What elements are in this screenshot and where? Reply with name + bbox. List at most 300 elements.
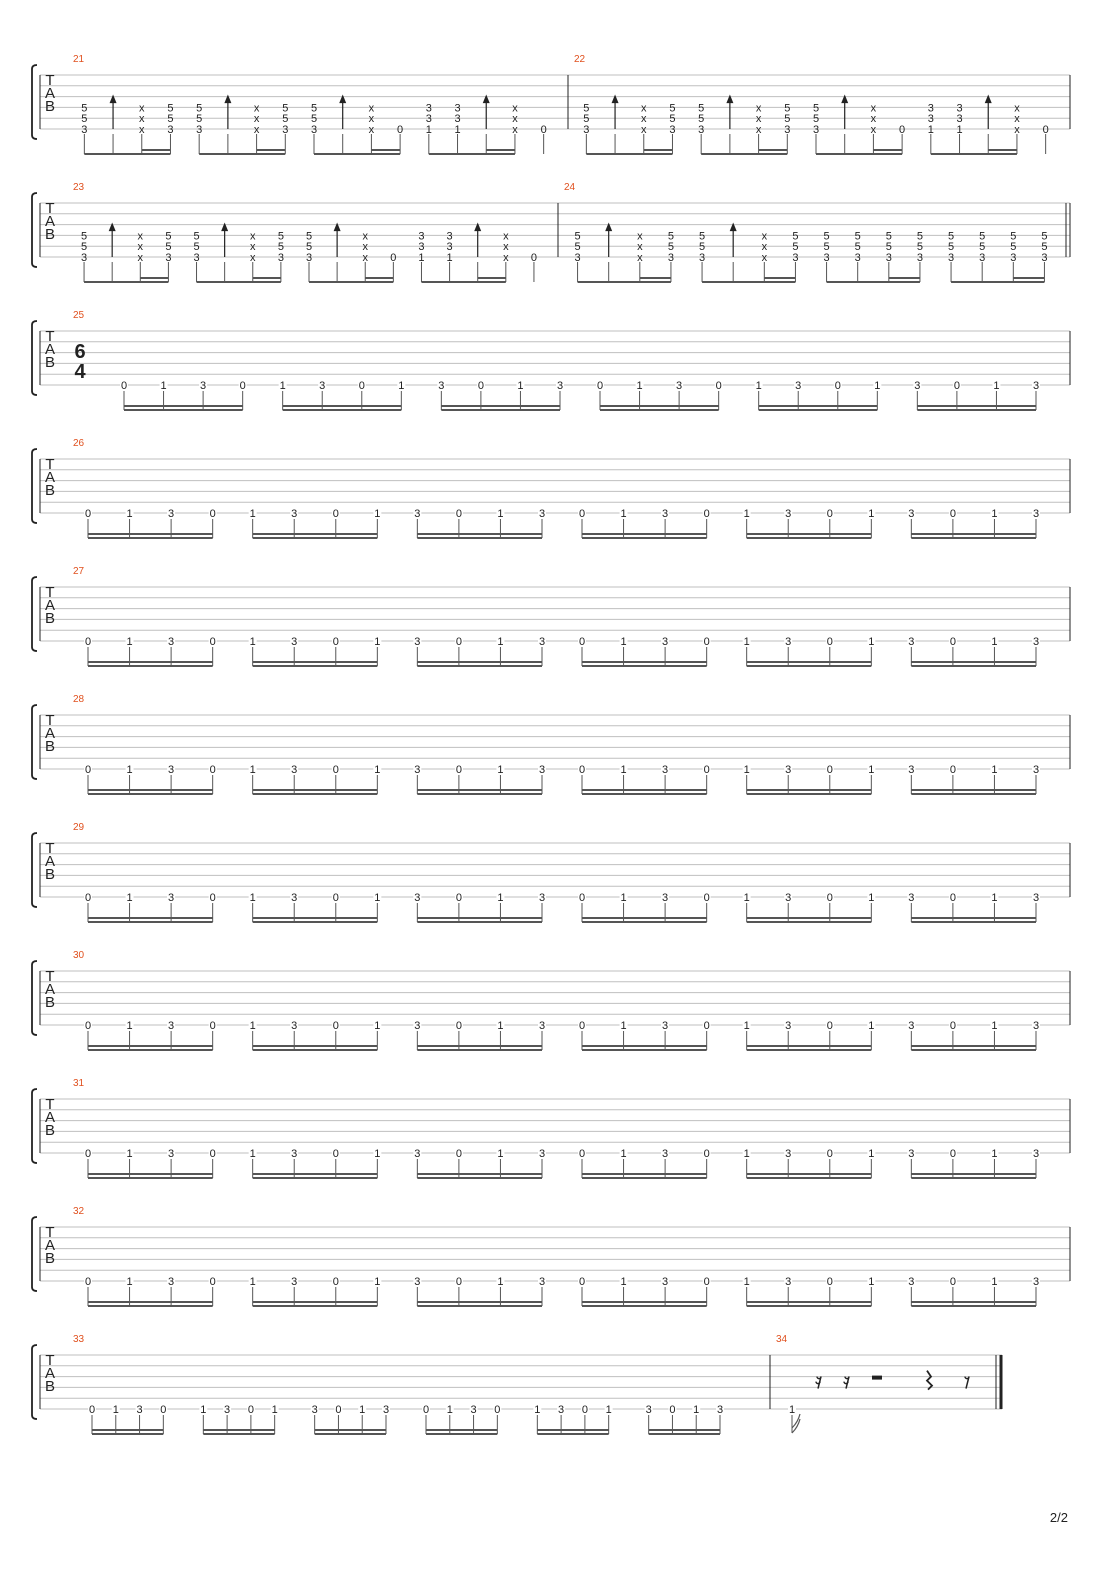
fret-number: 5 bbox=[310, 102, 318, 115]
fret-number: 1 bbox=[620, 764, 627, 776]
fret-number: 3 bbox=[538, 1276, 546, 1288]
measure bbox=[73, 694, 1040, 794]
tab-clef-letter: T bbox=[45, 1352, 55, 1369]
half-rest bbox=[872, 1376, 882, 1380]
fret-number: 3 bbox=[282, 124, 289, 136]
tab-clef bbox=[45, 200, 55, 243]
fret-number: 3 bbox=[956, 113, 963, 126]
fret-number: 3 bbox=[414, 892, 421, 904]
fret-number: 1 bbox=[126, 1276, 133, 1288]
tab-system bbox=[32, 182, 1070, 282]
measure-number: 28 bbox=[73, 694, 85, 705]
fret-number: 0 bbox=[899, 124, 906, 136]
eighth-rest bbox=[965, 1377, 969, 1389]
fret-number: 5 bbox=[583, 113, 590, 126]
strum-arrow-head bbox=[726, 94, 733, 103]
fret-number: 0 bbox=[826, 1148, 833, 1160]
fret-number: 3 bbox=[311, 1404, 318, 1416]
fret-number: 0 bbox=[455, 636, 462, 648]
fret-number: 3 bbox=[669, 124, 676, 136]
fret-number: 1 bbox=[497, 1020, 504, 1032]
fret-number: x bbox=[755, 102, 762, 115]
fret-number: 5 bbox=[305, 241, 313, 254]
fret-number: 3 bbox=[224, 1404, 231, 1416]
fret-number: 1 bbox=[497, 764, 504, 776]
fret-number: 5 bbox=[812, 113, 820, 126]
fret-number: 1 bbox=[868, 636, 875, 648]
fret-number: 0 bbox=[84, 508, 92, 520]
tab-clef-letter: A bbox=[44, 597, 56, 614]
fret-number: 1 bbox=[620, 1148, 627, 1160]
fret-number: 3 bbox=[454, 113, 461, 126]
strum-up-arrow bbox=[474, 222, 481, 257]
measure-number: 29 bbox=[73, 822, 85, 833]
fret-number: 0 bbox=[455, 1020, 462, 1032]
fret-number: 3 bbox=[319, 380, 326, 392]
fret-number: 0 bbox=[703, 892, 710, 904]
fret-number: 3 bbox=[908, 1148, 915, 1160]
tab-clef-letter: A bbox=[44, 1365, 56, 1382]
measure bbox=[73, 566, 1040, 666]
fret-number: 1 bbox=[874, 380, 881, 392]
fret-number: 3 bbox=[662, 764, 669, 776]
fret-number: 1 bbox=[112, 1404, 119, 1416]
fret-number: 3 bbox=[785, 1020, 792, 1032]
fret-number: x bbox=[512, 102, 518, 115]
fret-number: 1 bbox=[249, 1020, 256, 1032]
fret-number: 3 bbox=[446, 230, 453, 243]
tab-clef bbox=[45, 456, 55, 499]
fret-number: 3 bbox=[168, 508, 175, 520]
fret-number: 5 bbox=[916, 230, 923, 243]
system-bracket bbox=[32, 705, 37, 779]
fret-number: 3 bbox=[908, 508, 915, 520]
fret-number: 3 bbox=[1041, 252, 1048, 264]
fret-number: x bbox=[253, 102, 260, 115]
measure bbox=[73, 438, 1040, 538]
fret-number: 0 bbox=[949, 892, 956, 904]
fret-number: 3 bbox=[927, 113, 934, 126]
fret-number: 0 bbox=[247, 1404, 254, 1416]
fret-number: x bbox=[761, 252, 768, 264]
fret-number: 1 bbox=[446, 1404, 453, 1416]
fret-number: x bbox=[139, 124, 145, 136]
fret-number: 0 bbox=[826, 636, 833, 648]
tab-clef bbox=[45, 328, 55, 371]
fret-number: x bbox=[368, 124, 375, 136]
measure bbox=[73, 822, 1040, 922]
fret-number: 0 bbox=[209, 508, 216, 520]
tab-clef-letter: A bbox=[44, 1109, 56, 1126]
fret-number: 3 bbox=[885, 252, 892, 264]
fret-number: 0 bbox=[949, 508, 956, 520]
fret-number: 5 bbox=[574, 230, 581, 243]
system-bracket bbox=[32, 449, 37, 523]
fret-number: 5 bbox=[196, 113, 203, 126]
measure bbox=[73, 1334, 724, 1434]
fret-number: 3 bbox=[193, 252, 200, 264]
fret-number: 1 bbox=[517, 380, 524, 392]
fret-number: 5 bbox=[165, 241, 172, 254]
system-bracket bbox=[32, 65, 37, 139]
tab-clef-letter: B bbox=[44, 738, 56, 755]
tab-clef bbox=[45, 712, 55, 755]
fret-number: 0 bbox=[84, 636, 92, 648]
time-signature-bottom: 4 bbox=[74, 361, 86, 383]
fret-number: 0 bbox=[422, 1404, 430, 1416]
fret-number: 0 bbox=[209, 1276, 216, 1288]
strum-arrow-head bbox=[730, 222, 737, 231]
fret-number: 3 bbox=[425, 113, 432, 126]
fret-number: 0 bbox=[332, 636, 339, 648]
tab-system bbox=[32, 54, 1070, 154]
fret-number: 0 bbox=[703, 636, 710, 648]
fret-number: x bbox=[755, 124, 762, 136]
fret-number: 1 bbox=[743, 764, 750, 776]
fret-number: x bbox=[870, 102, 877, 115]
fret-number: 1 bbox=[693, 1404, 700, 1416]
strum-arrow-head bbox=[224, 94, 231, 103]
fret-number: 0 bbox=[209, 764, 216, 776]
fret-number: 1 bbox=[991, 1148, 998, 1160]
strum-arrow-head bbox=[339, 94, 346, 103]
fret-number: 5 bbox=[1010, 241, 1017, 254]
strum-up-arrow bbox=[221, 222, 228, 257]
fret-number: 1 bbox=[991, 636, 998, 648]
tab-clef-letter: A bbox=[44, 85, 56, 102]
fret-number: x bbox=[368, 113, 375, 126]
fret-number: 3 bbox=[291, 1276, 298, 1288]
fret-number: 3 bbox=[305, 252, 313, 264]
fret-number: x bbox=[253, 124, 260, 136]
fret-number: 1 bbox=[743, 892, 750, 904]
fret-number: 3 bbox=[908, 764, 915, 776]
fret-number: 1 bbox=[991, 1020, 998, 1032]
fret-number: x bbox=[139, 102, 145, 115]
fret-number: 3 bbox=[418, 230, 425, 243]
fret-number: 0 bbox=[455, 1276, 462, 1288]
strum-up-arrow bbox=[339, 94, 346, 129]
strum-up-arrow bbox=[985, 94, 992, 129]
fret-number: x bbox=[250, 230, 256, 243]
fret-number: 3 bbox=[784, 124, 791, 136]
fret-number: 3 bbox=[310, 124, 318, 136]
fret-number: x bbox=[637, 241, 643, 254]
measure bbox=[776, 1334, 1001, 1433]
fret-number: 5 bbox=[167, 102, 174, 115]
fret-number: 0 bbox=[455, 892, 462, 904]
fret-number: 0 bbox=[530, 252, 538, 264]
fret-number: 3 bbox=[662, 1020, 669, 1032]
tab-clef-letter: T bbox=[45, 968, 55, 985]
fret-number: 0 bbox=[494, 1404, 501, 1416]
fret-number: 1 bbox=[868, 1020, 875, 1032]
fret-number: 5 bbox=[667, 230, 674, 243]
strum-up-arrow bbox=[110, 94, 117, 129]
fret-number: x bbox=[641, 102, 647, 115]
fret-number: 3 bbox=[1032, 1148, 1040, 1160]
fret-number: 0 bbox=[578, 1020, 586, 1032]
fret-number: 1 bbox=[868, 892, 875, 904]
fret-number: 5 bbox=[792, 230, 799, 243]
fret-number: 1 bbox=[743, 508, 750, 520]
fret-number: 5 bbox=[698, 113, 705, 126]
fret-number: 5 bbox=[574, 241, 581, 254]
fret-number: 5 bbox=[916, 241, 923, 254]
fret-number: 3 bbox=[662, 892, 669, 904]
fret-number: 3 bbox=[785, 508, 792, 520]
fret-number: 0 bbox=[703, 1020, 710, 1032]
fret-number: 3 bbox=[168, 1276, 175, 1288]
fret-number: 3 bbox=[291, 636, 298, 648]
fret-number: x bbox=[512, 113, 518, 126]
fret-number: x bbox=[503, 241, 509, 254]
fret-number: 1 bbox=[374, 892, 381, 904]
fret-number: 5 bbox=[885, 241, 892, 254]
fret-number: 1 bbox=[868, 508, 875, 520]
fret-number: 3 bbox=[382, 1404, 390, 1416]
fret-number: 3 bbox=[914, 380, 921, 392]
fret-number: x bbox=[503, 230, 509, 243]
fret-number: x bbox=[362, 252, 368, 264]
fret-number: 3 bbox=[277, 252, 284, 264]
fret-number: 5 bbox=[193, 230, 200, 243]
fret-number: 3 bbox=[200, 380, 207, 392]
fret-number: 5 bbox=[1041, 230, 1048, 243]
fret-number: 0 bbox=[949, 636, 956, 648]
strum-up-arrow bbox=[334, 222, 341, 257]
tab-clef bbox=[45, 72, 55, 115]
fret-number: 3 bbox=[956, 102, 963, 115]
strum-up-arrow bbox=[483, 94, 490, 129]
fret-number: 0 bbox=[332, 1148, 339, 1160]
fret-number: x bbox=[368, 102, 375, 115]
measure-number: 23 bbox=[73, 182, 85, 193]
fret-number: 5 bbox=[792, 241, 799, 254]
system-bracket bbox=[32, 577, 37, 651]
fret-number: 1 bbox=[374, 636, 381, 648]
fret-number: 0 bbox=[84, 764, 92, 776]
fret-number: 3 bbox=[556, 380, 564, 392]
fret-number: 3 bbox=[291, 508, 298, 520]
strum-arrow-head bbox=[841, 94, 848, 103]
fret-number: 5 bbox=[277, 241, 284, 254]
fret-number: 5 bbox=[80, 230, 88, 243]
fret-number: 3 bbox=[168, 764, 175, 776]
strum-arrow-head bbox=[985, 94, 992, 103]
fret-number: x bbox=[1014, 113, 1020, 126]
fret-number: 3 bbox=[538, 1148, 546, 1160]
fret-number: 0 bbox=[84, 1020, 92, 1032]
fret-number: 1 bbox=[374, 1148, 381, 1160]
sixteenth-rest bbox=[816, 1382, 820, 1384]
fret-number: 3 bbox=[291, 764, 298, 776]
fret-number: 5 bbox=[979, 241, 986, 254]
fret-number: 0 bbox=[455, 508, 462, 520]
fret-number: 3 bbox=[414, 764, 421, 776]
fret-number: 3 bbox=[1032, 636, 1040, 648]
fret-number: 5 bbox=[854, 241, 861, 254]
tab-clef-letter: A bbox=[44, 213, 56, 230]
fret-number: 0 bbox=[160, 1404, 167, 1416]
fret-number: 3 bbox=[785, 1276, 792, 1288]
fret-number: 1 bbox=[200, 1404, 207, 1416]
fret-number: 3 bbox=[446, 241, 453, 254]
strum-arrow-head bbox=[110, 94, 117, 103]
fret-number: 3 bbox=[676, 380, 683, 392]
fret-number: 1 bbox=[249, 1276, 256, 1288]
tab-clef-letter: A bbox=[44, 853, 56, 870]
fret-number: 1 bbox=[126, 1148, 133, 1160]
tab-clef-letter: B bbox=[44, 226, 56, 243]
fret-number: 1 bbox=[374, 1276, 381, 1288]
fret-number: 0 bbox=[826, 892, 833, 904]
fret-number: 0 bbox=[834, 380, 841, 392]
fret-number: 0 bbox=[540, 124, 547, 136]
tab-system bbox=[32, 438, 1070, 538]
measure-number: 30 bbox=[73, 950, 85, 961]
fret-number: 5 bbox=[854, 230, 861, 243]
measure bbox=[73, 1206, 1040, 1306]
system-bracket bbox=[32, 321, 37, 395]
fret-number: 1 bbox=[271, 1404, 278, 1416]
tab-clef-letter: B bbox=[44, 994, 56, 1011]
fret-number: 3 bbox=[167, 124, 174, 136]
measure-number: 21 bbox=[73, 54, 85, 65]
fret-number: 3 bbox=[538, 892, 546, 904]
measure bbox=[73, 1078, 1040, 1178]
tab-clef-letter: T bbox=[45, 328, 55, 345]
tab-clef-letter: T bbox=[45, 72, 55, 89]
strum-arrow-head bbox=[109, 222, 116, 231]
fret-number: 5 bbox=[699, 241, 706, 254]
tab-clef bbox=[45, 1352, 55, 1395]
fret-number: 0 bbox=[335, 1404, 342, 1416]
fret-number: 0 bbox=[578, 1276, 586, 1288]
fret-number: 5 bbox=[583, 102, 590, 115]
fret-number: 3 bbox=[699, 252, 706, 264]
fret-number: 1 bbox=[497, 892, 504, 904]
fret-number: 5 bbox=[823, 230, 830, 243]
tab-clef-letter: B bbox=[44, 1250, 56, 1267]
system-bracket bbox=[32, 193, 37, 267]
fret-number: 3 bbox=[538, 1020, 546, 1032]
fret-number: 5 bbox=[667, 241, 674, 254]
fret-number: 1 bbox=[993, 380, 1000, 392]
fret-number: 3 bbox=[168, 1020, 175, 1032]
fret-number: 0 bbox=[826, 1276, 833, 1288]
fret-number: 0 bbox=[455, 764, 462, 776]
fret-number: 3 bbox=[698, 124, 705, 136]
fret-number: 0 bbox=[578, 892, 586, 904]
fret-number: x bbox=[637, 252, 643, 264]
fret-number: 5 bbox=[823, 241, 830, 254]
fret-number: 1 bbox=[497, 1148, 504, 1160]
fret-number: 0 bbox=[390, 252, 397, 264]
strum-arrow-head bbox=[221, 222, 228, 231]
page-number: 2/2 bbox=[1049, 1510, 1068, 1525]
fret-number: 5 bbox=[1041, 241, 1048, 254]
fret-number: 0 bbox=[477, 380, 484, 392]
fret-number: 5 bbox=[282, 113, 289, 126]
tab-clef-letter: B bbox=[44, 1378, 56, 1395]
fret-number: 1 bbox=[249, 636, 256, 648]
fret-number: 1 bbox=[279, 380, 286, 392]
fret-number: 3 bbox=[538, 508, 546, 520]
tab-system bbox=[32, 310, 1070, 410]
fret-number: 3 bbox=[1032, 764, 1040, 776]
fret-number: 0 bbox=[88, 1404, 96, 1416]
sixteenth-rest bbox=[844, 1382, 848, 1384]
fret-number: 5 bbox=[948, 241, 955, 254]
tab-system bbox=[32, 950, 1070, 1050]
fret-number: 5 bbox=[784, 102, 791, 115]
fret-number: 1 bbox=[126, 764, 133, 776]
fret-number: 5 bbox=[669, 113, 676, 126]
fret-number: 1 bbox=[249, 508, 256, 520]
fret-number: 0 bbox=[826, 764, 833, 776]
system-bracket bbox=[32, 833, 37, 907]
fret-number: 5 bbox=[885, 230, 892, 243]
fret-number: 3 bbox=[662, 1276, 669, 1288]
strum-up-arrow bbox=[841, 94, 848, 129]
fret-number: 3 bbox=[785, 892, 792, 904]
tab-clef bbox=[45, 840, 55, 883]
strum-arrow-head bbox=[605, 222, 612, 231]
fret-number: 3 bbox=[291, 1148, 298, 1160]
fret-number: x bbox=[512, 124, 518, 136]
tab-clef-letter: T bbox=[45, 200, 55, 217]
measure-number: 24 bbox=[564, 182, 576, 193]
strum-arrow-head bbox=[483, 94, 490, 103]
fret-number: 3 bbox=[165, 252, 172, 264]
fret-number: 3 bbox=[908, 1276, 915, 1288]
strum-arrow-head bbox=[612, 94, 619, 103]
fret-number: 1 bbox=[359, 1404, 366, 1416]
fret-number: 0 bbox=[949, 764, 956, 776]
fret-number: 0 bbox=[239, 380, 246, 392]
fret-number: 3 bbox=[854, 252, 861, 264]
tab-clef-letter: A bbox=[44, 725, 56, 742]
fret-number: 1 bbox=[620, 1020, 627, 1032]
fret-number: 5 bbox=[81, 102, 88, 115]
fret-number: 3 bbox=[470, 1404, 477, 1416]
fret-number: 1 bbox=[249, 764, 256, 776]
fret-number: 3 bbox=[908, 892, 915, 904]
measure bbox=[574, 54, 1049, 154]
fret-number: 3 bbox=[927, 102, 934, 115]
system-bracket bbox=[32, 1345, 37, 1419]
fret-number: 1 bbox=[991, 1276, 998, 1288]
time-signature-top: 6 bbox=[74, 341, 86, 363]
fret-number: 3 bbox=[538, 636, 546, 648]
fret-number: 1 bbox=[743, 1148, 750, 1160]
fret-number: 3 bbox=[583, 124, 590, 136]
tab-clef-letter: T bbox=[45, 840, 55, 857]
fret-number: x bbox=[362, 230, 368, 243]
fret-number: 0 bbox=[826, 1020, 833, 1032]
time-signature bbox=[74, 341, 86, 383]
measure-number: 26 bbox=[73, 438, 85, 449]
tab-clef-letter: A bbox=[44, 1237, 56, 1254]
fret-number: 0 bbox=[669, 1404, 676, 1416]
fret-number: 0 bbox=[209, 636, 216, 648]
fret-number: 1 bbox=[374, 508, 381, 520]
fret-number: 1 bbox=[868, 1148, 875, 1160]
fret-number: 1 bbox=[620, 1276, 627, 1288]
strum-arrow-head bbox=[474, 222, 481, 231]
fret-number: 1 bbox=[991, 508, 998, 520]
